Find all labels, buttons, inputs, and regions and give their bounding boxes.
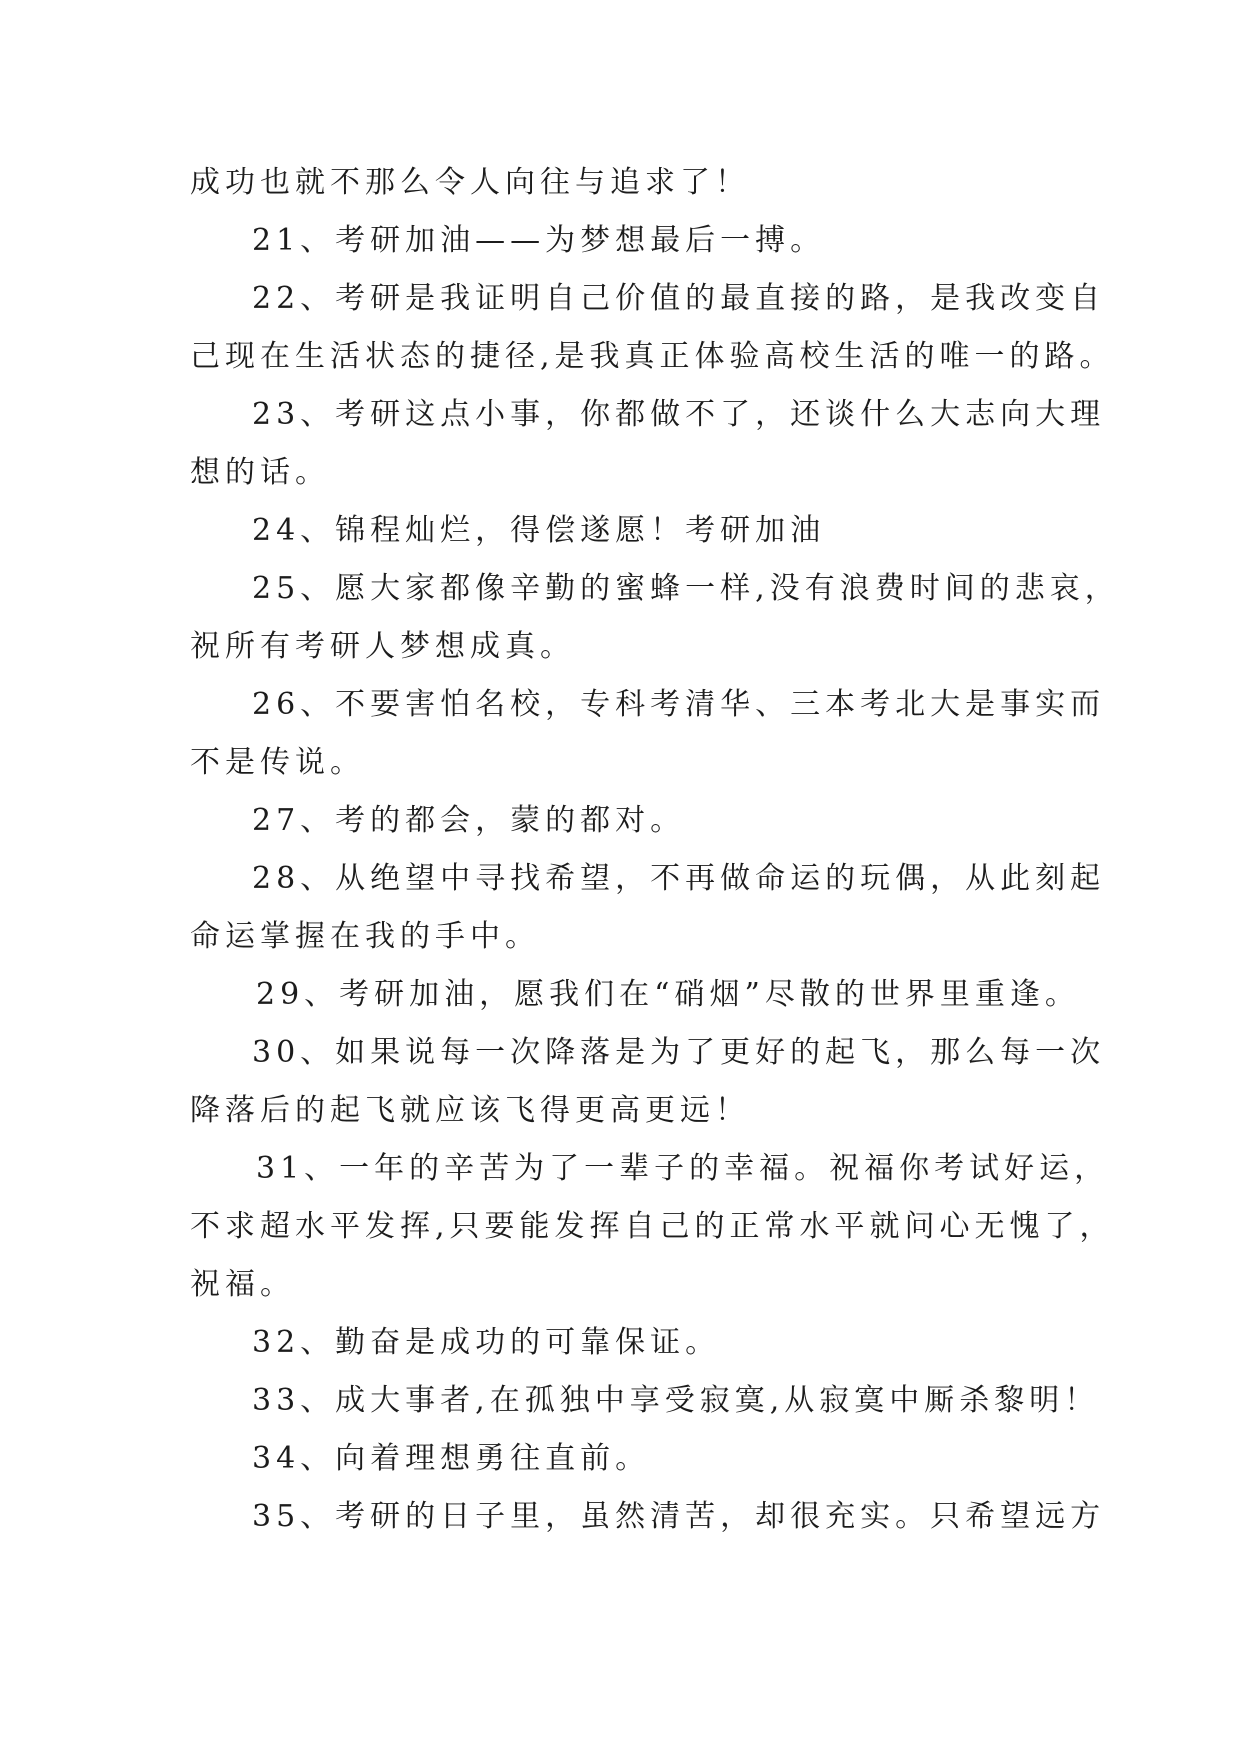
list-item-33: 33、成大事者,在孤独中享受寂寞,从寂寞中厮杀黎明！: [252, 1383, 1100, 1418]
text-line: 不求超水平发挥,只要能发挥自己的正常水平就问心无愧了，: [190, 1209, 1115, 1244]
list-item-22: 22、考研是我证明自己价值的最直接的路，是我改变自: [252, 281, 1106, 316]
list-item-28: 28、从绝望中寻找希望，不再做命运的玩偶，从此刻起: [252, 861, 1106, 896]
text-line: 命运掌握在我的手中。: [190, 919, 540, 954]
list-item-27: 27、考的都会，蒙的都对。: [252, 803, 686, 838]
list-item-30: 30、如果说每一次降落是为了更好的起飞，那么每一次: [252, 1035, 1106, 1070]
list-item-32: 32、勤奋是成功的可靠保证。: [252, 1325, 721, 1360]
text-line: 成功也就不那么令人向往与追求了！: [190, 165, 750, 200]
list-item-23: 23、考研这点小事，你都做不了，还谈什么大志向大理: [252, 397, 1106, 432]
text-line: 祝福。: [190, 1267, 295, 1302]
list-item-29: 29、考研加油，愿我们在“硝烟”尽散的世界里重逢。: [256, 977, 1080, 1012]
text-line: 不是传说。: [190, 745, 365, 780]
list-item-24: 24、锦程灿烂，得偿遂愿！考研加油: [252, 513, 826, 548]
text-line: 己现在生活状态的捷径,是我真正体验高校生活的唯一的路。: [190, 339, 1115, 374]
list-item-21: 21、考研加油——为梦想最后一搏。: [252, 223, 826, 258]
list-item-26: 26、不要害怕名校，专科考清华、三本考北大是事实而: [252, 687, 1106, 722]
text-line: 降落后的起飞就应该飞得更高更远！: [190, 1093, 750, 1128]
text-line: 祝所有考研人梦想成真。: [190, 629, 575, 664]
list-item-31: 31、一年的辛苦为了一辈子的幸福。祝福你考试好运，: [256, 1151, 1110, 1186]
list-item-34: 34、向着理想勇往直前。: [252, 1441, 651, 1476]
list-item-25: 25、愿大家都像辛勤的蜜蜂一样,没有浪费时间的悲哀，: [252, 571, 1120, 606]
list-item-35: 35、考研的日子里，虽然清苦，却很充实。只希望远方: [252, 1499, 1106, 1534]
text-line: 想的话。: [190, 455, 330, 490]
